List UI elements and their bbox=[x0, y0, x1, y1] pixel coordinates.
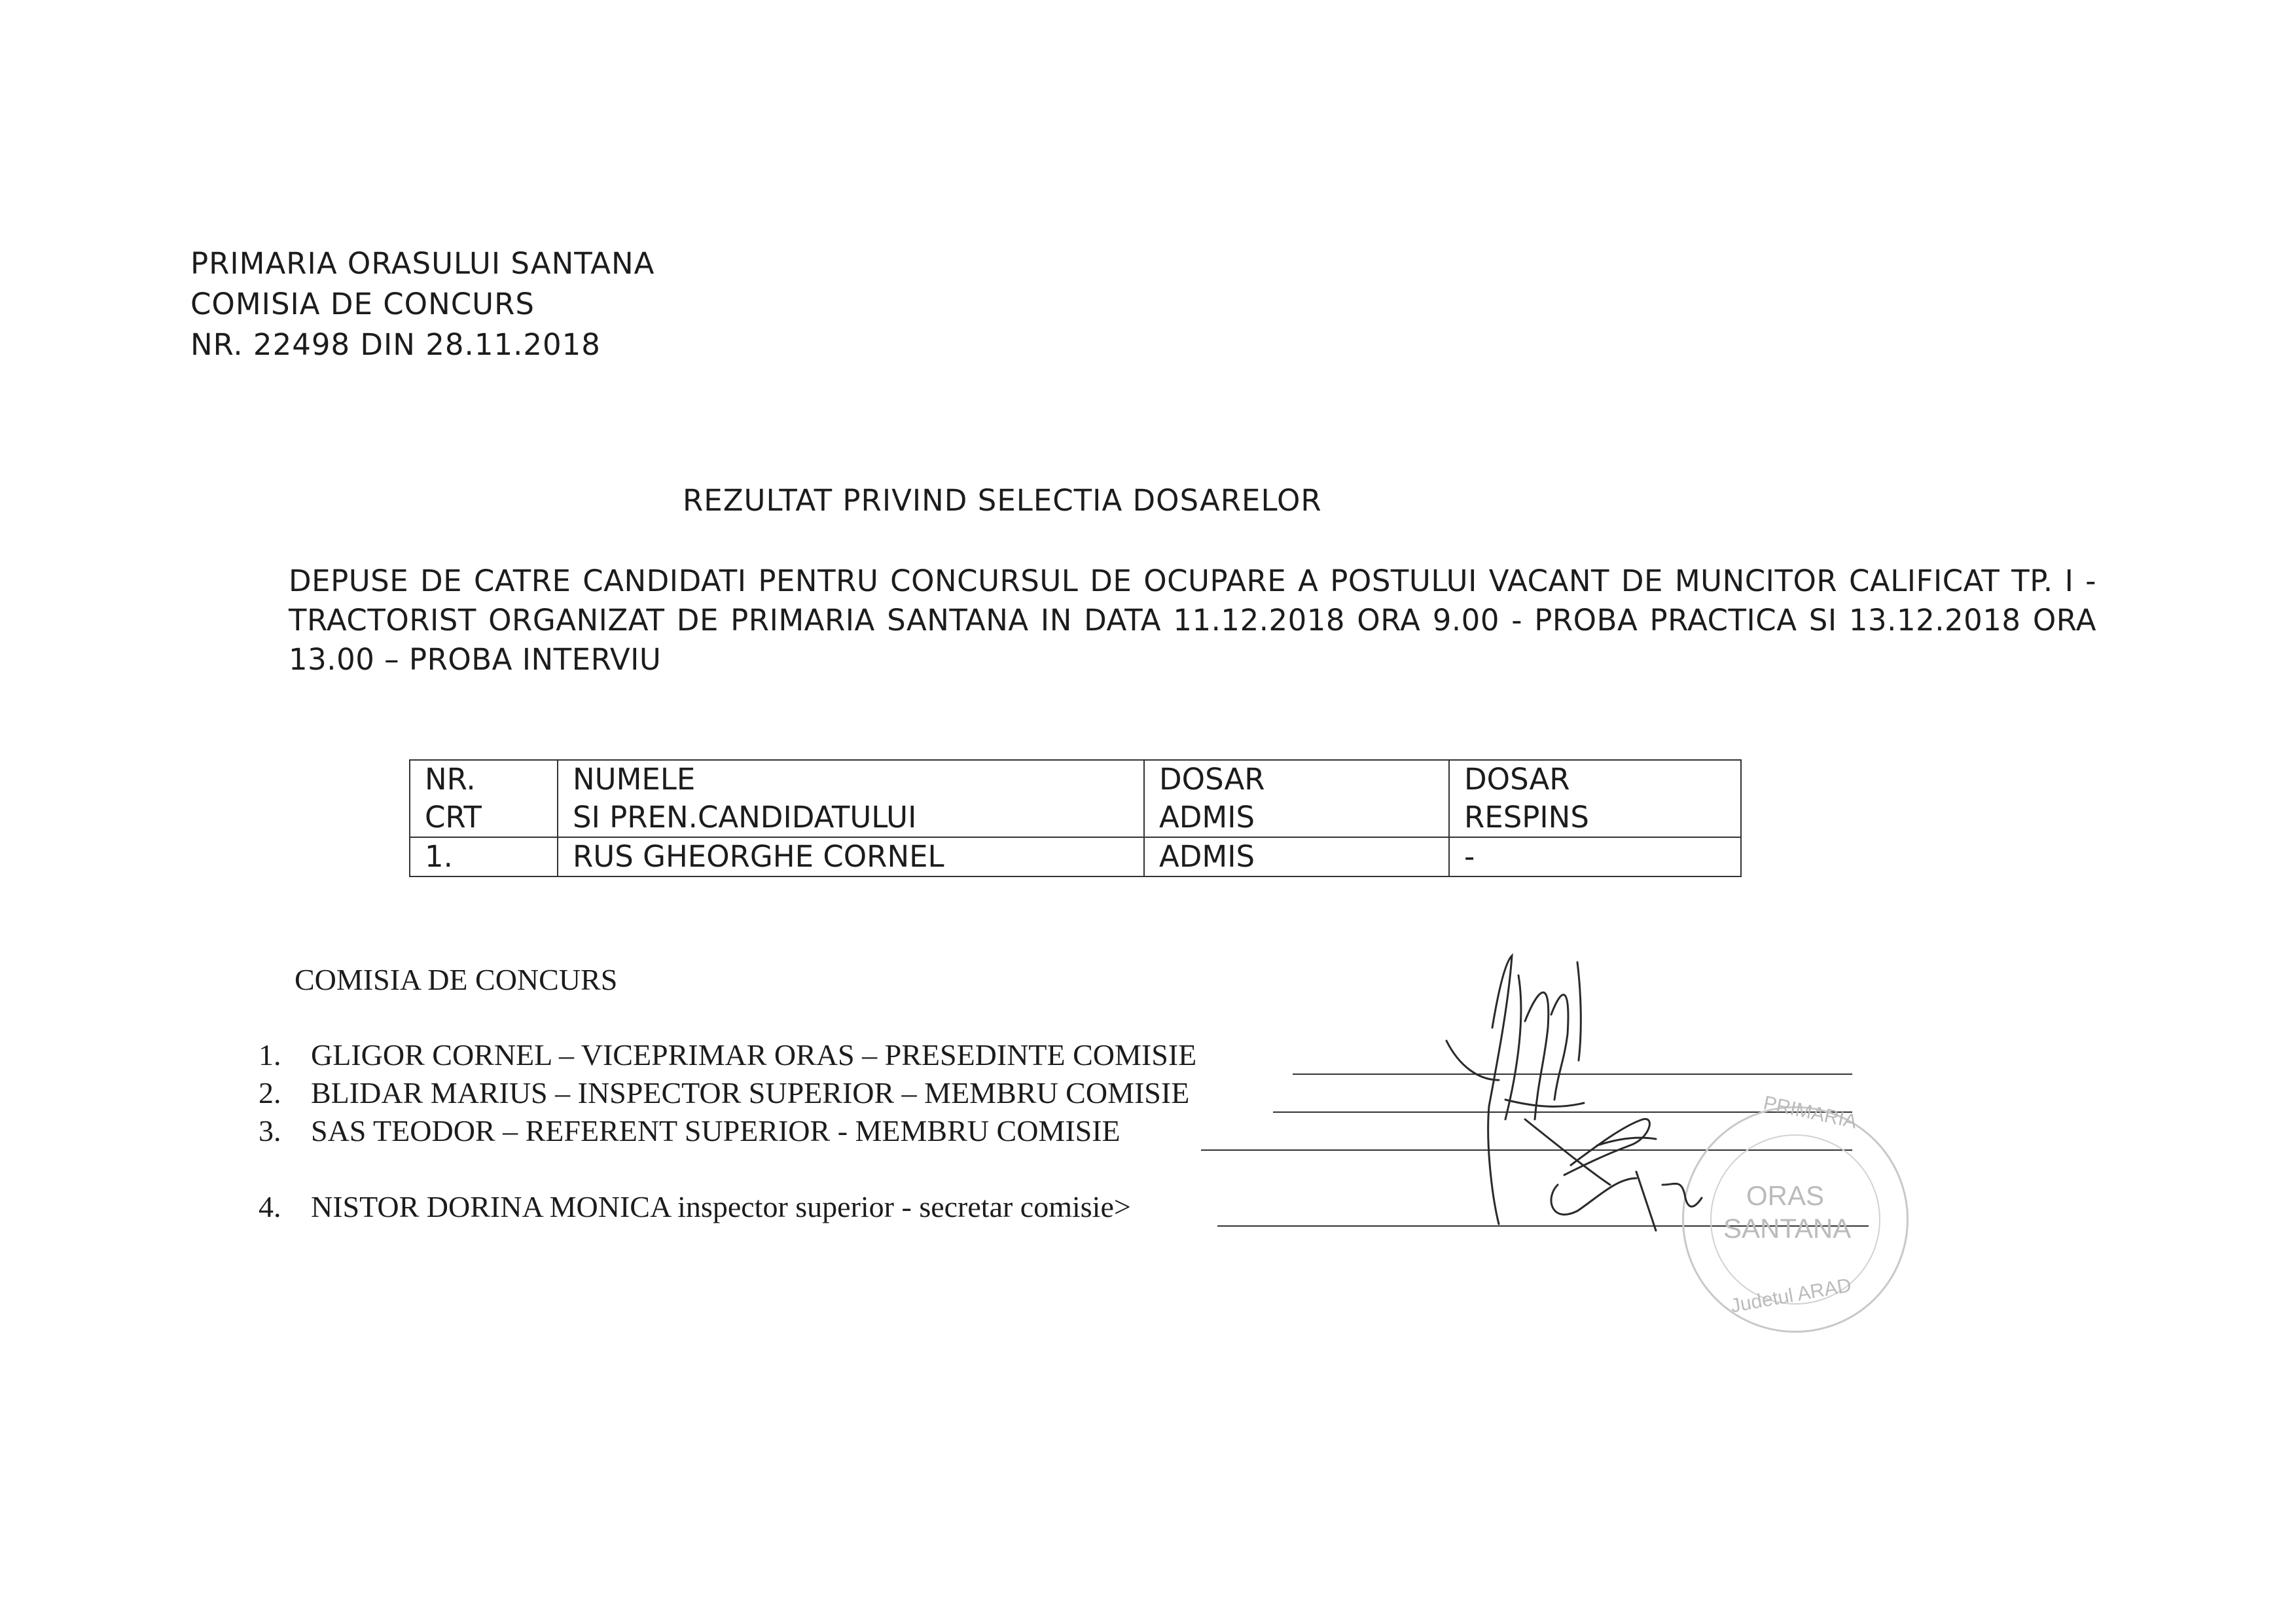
results-table bbox=[409, 759, 1742, 877]
document-number: NR. 22498 DIN 28.11.2018 bbox=[190, 327, 601, 362]
member-number: 1. bbox=[259, 1038, 281, 1072]
header-admitted bbox=[1144, 760, 1449, 837]
member-number: 3. bbox=[259, 1114, 281, 1147]
handwritten-signatures bbox=[1427, 949, 1741, 1237]
commission-title: COMISIA DE CONCURS bbox=[295, 963, 618, 996]
stamp-text: PRIMARIA bbox=[1761, 1092, 1859, 1133]
document-title: REZULTAT PRIVIND SELECTIA DOSARELOR bbox=[683, 483, 1322, 518]
list-item bbox=[259, 1189, 1131, 1224]
header-label: RESPINS bbox=[1464, 800, 1589, 835]
header-label: NUMELE bbox=[573, 762, 696, 797]
header-nr-crt bbox=[410, 760, 558, 837]
document-description: DEPUSE DE CATRE CANDIDATI PENTRU CONCURSUL DE OCUPARE A POSTULUI VACANT DE MUNCITOR CALIFICAT TP. I - TRACTORIST ORGANIZAT DE PRIMARIA SANTANA IN DATA 11.12.2018 ORA 9.00 - PROBA PRACTICA SI 13.12.2018 ORA 13.00 – PROBA INTERVIU bbox=[289, 564, 2096, 677]
header-label: DOSAR bbox=[1159, 762, 1265, 797]
header-label: DOSAR bbox=[1464, 762, 1570, 797]
member-text: BLIDAR MARIUS – INSPECTOR SUPERIOR – MEMBRU COMISIE bbox=[311, 1076, 1190, 1110]
cell-candidate-name: RUS GHEORGHE CORNEL bbox=[558, 837, 1144, 876]
stamp-text: SANTANA bbox=[1723, 1213, 1852, 1244]
cell-nr: 1. bbox=[410, 837, 558, 876]
member-text: SAS TEODOR – REFERENT SUPERIOR - MEMBRU COMISIE bbox=[311, 1114, 1121, 1147]
table-row bbox=[410, 837, 1741, 876]
header-rejected bbox=[1449, 760, 1741, 837]
list-item bbox=[259, 1113, 1121, 1148]
member-text: GLIGOR CORNEL – VICEPRIMAR ORAS – PRESEDINTE COMISIE bbox=[311, 1038, 1197, 1072]
list-item bbox=[259, 1075, 1189, 1110]
cell-admitted: ADMIS bbox=[1144, 837, 1449, 876]
member-number: 2. bbox=[259, 1076, 281, 1110]
member-number: 4. bbox=[259, 1190, 281, 1223]
member-text: NISTOR DORINA MONICA inspector superior - secretar comisie> bbox=[311, 1190, 1131, 1223]
list-item bbox=[259, 1038, 1196, 1072]
cell-rejected: - bbox=[1449, 837, 1741, 876]
header-label: NR. bbox=[425, 762, 476, 797]
table-header-row bbox=[410, 760, 1741, 837]
header-label: CRT bbox=[425, 800, 482, 835]
stamp-text: Judetul ARAD bbox=[1729, 1274, 1854, 1317]
header-label: ADMIS bbox=[1159, 800, 1255, 835]
commission-header: COMISIA DE CONCURS bbox=[190, 287, 535, 321]
stamp-text: ORAS bbox=[1746, 1180, 1825, 1211]
institution-name: PRIMARIA ORASULUI SANTANA bbox=[190, 246, 655, 281]
header-label: SI PREN.CANDIDATULUI bbox=[573, 800, 917, 835]
header-candidate-name bbox=[558, 760, 1144, 837]
